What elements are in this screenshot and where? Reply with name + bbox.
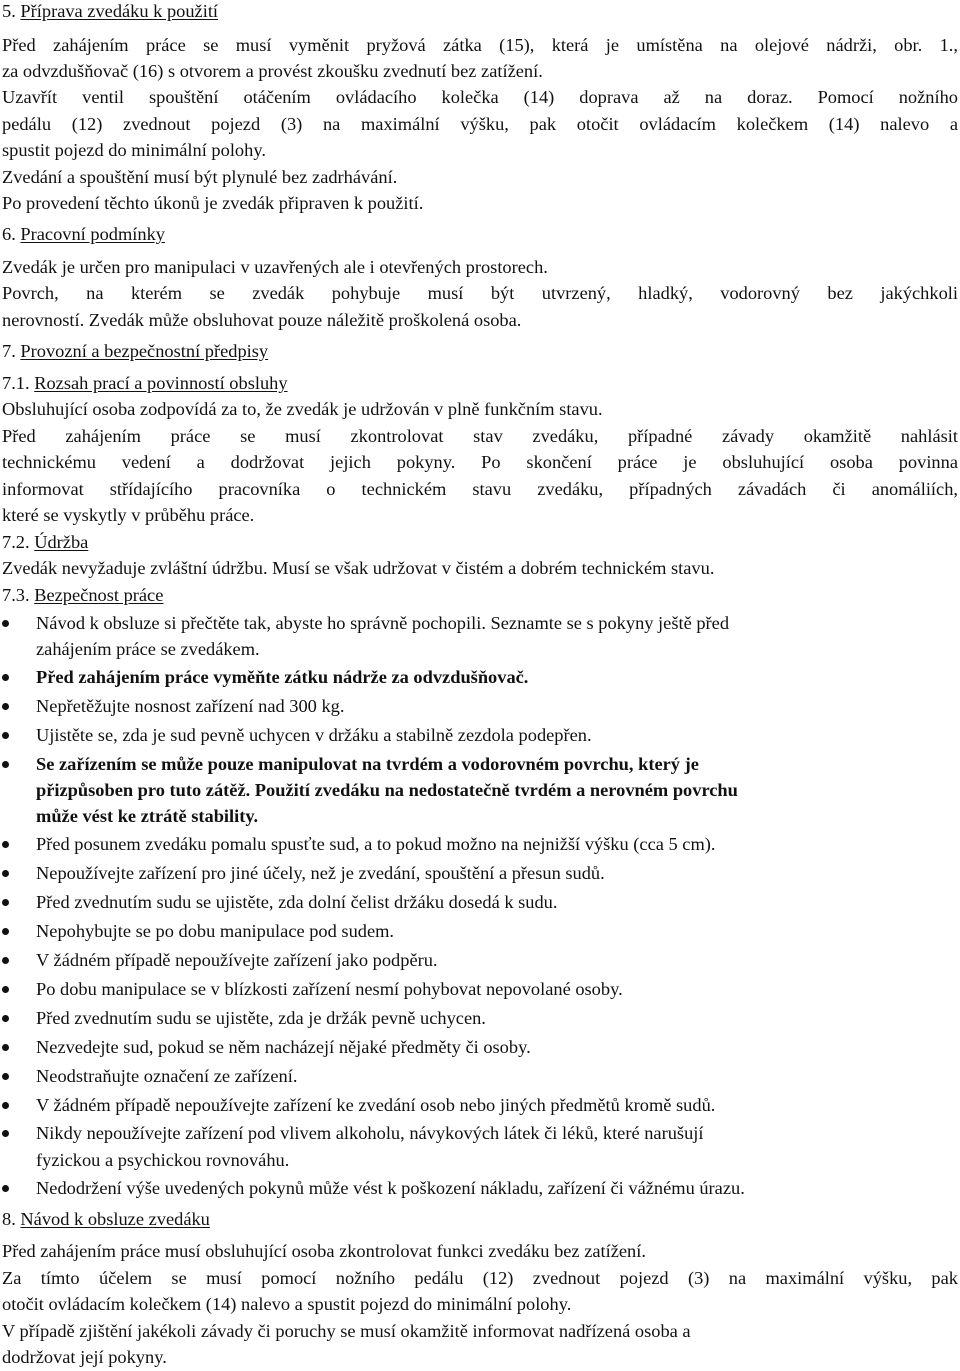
bullet-dot bbox=[2, 1130, 9, 1137]
s71-line-1: Obsluhující osoba zodpovídá za to, že zvedák je udržován v plně funkčním stavu. bbox=[2, 399, 603, 419]
section-5-heading bbox=[2, 0, 958, 25]
bullet-dot bbox=[2, 732, 9, 739]
bullet-item-1: Návod k obsluze si přečtěte tak, abyste ho správně pochopili. Seznamte se s pokyny ještě před bbox=[2, 610, 958, 637]
s8-line-5: dodržovat její pokyny. bbox=[2, 1347, 167, 1367]
bullet-dot bbox=[2, 1102, 9, 1109]
s6-line-3: nerovností. Zvedák může obsluhovat pouze náležitě proškolená osoba. bbox=[2, 310, 522, 330]
bullet-item-12: Před zvednutím sudu se ujistěte, zda je držák pevně uchycen. bbox=[2, 1005, 958, 1032]
bullet-item-9: Nepohybujte se po dobu manipulace pod sudem. bbox=[2, 918, 958, 945]
bullet-dot bbox=[2, 957, 9, 964]
s5-line-3: Uzavřít ventil spouštění otáčením ovládacího kolečka (14) doprava až na doraz. Pomocí nožního bbox=[2, 87, 958, 107]
bullet-item-1-cont: zahájením práce se zvedákem. bbox=[36, 639, 260, 659]
bullet-dot bbox=[2, 1015, 9, 1022]
s6-line-2: Povrch, na kterém se zvedák pohybuje musí být utvrzený, hladký, vodorovný bez jakýchkoli bbox=[2, 283, 958, 303]
s5-line-2: za odvzdušňovač (16) s otvorem a provést zkoušku zvednutí bez zatížení. bbox=[2, 61, 543, 81]
s8-line-1: Před zahájením práce musí obsluhující osoba zkontrolovat funkci zvedáku bez zatížení. bbox=[2, 1241, 646, 1261]
section-7-2-number: 7.2. bbox=[2, 532, 30, 552]
bullet-item-3: Nepřetěžujte nosnost zařízení nad 300 kg. bbox=[2, 693, 958, 720]
s8-line-4: V případě zjištění jakékoli závady či poruchy se musí okamžitě informovat nadřízená osoba a bbox=[2, 1321, 691, 1341]
bullet-item-4: Ujistěte se, zda je sud pevně uchycen v držáku a stabilně zezdola podepřen. bbox=[2, 722, 958, 749]
s71-line-2: Před zahájením práce se musí zkontrolovat stav zvedáku, případné závady okamžitě nahlásit bbox=[2, 426, 958, 446]
s5-line-7: Po provedení těchto úkonů je zvedák připraven k použití. bbox=[2, 193, 424, 213]
section-7-1-heading bbox=[2, 370, 958, 397]
bullet-dot bbox=[2, 703, 9, 710]
section-6-title: Pracovní podmínky bbox=[20, 224, 165, 244]
bullet-item-15: V žádném případě nepoužívejte zařízení ke zvedání osob nebo jiných předmětů kromě sudů. bbox=[2, 1092, 958, 1119]
section-7-3-title: Bezpečnost práce bbox=[34, 585, 164, 605]
section-7-title: Provozní a bezpečnostní předpisy bbox=[20, 341, 269, 361]
s8-line-2: Za tímto účelem se musí pomocí nožního pedálu (12) zvednout pojezd (3) na maximální výšku, pak bbox=[2, 1268, 958, 1288]
s6-line-1: Zvedák je určen pro manipulaci v uzavřených ale i otevřených prostorech. bbox=[2, 257, 548, 277]
bullet-item-5: Se zařízením se může pouze manipulovat na tvrdém a vodorovném povrchu, který je bbox=[2, 751, 958, 778]
section-7-3-heading bbox=[2, 582, 958, 609]
bullet-item-13: Nezvedejte sud, pokud se něm nacházejí nějaké předměty či osoby. bbox=[2, 1034, 958, 1061]
bullet-dot bbox=[2, 761, 9, 768]
bullet-dot bbox=[2, 1073, 9, 1080]
bullet-item-14: Neodstraňujte označení ze zařízení. bbox=[2, 1063, 958, 1090]
section-7-number: 7. bbox=[2, 341, 16, 361]
s5-line-5: spustit pojezd do minimální polohy. bbox=[2, 140, 266, 160]
section-5-number: 5. bbox=[2, 1, 16, 21]
bullet-dot bbox=[2, 1044, 9, 1051]
bullet-dot bbox=[2, 674, 9, 681]
section-7-2-title: Údržba bbox=[34, 532, 89, 552]
bullet-item-16-cont: fyzickou a psychickou rovnováhu. bbox=[36, 1150, 290, 1170]
bullet-item-17: Nedodržení výše uvedených pokynů může vést k poškození nákladu, zařízení či vážnému úrazu. bbox=[2, 1175, 958, 1202]
section-7-3-number: 7.3. bbox=[2, 585, 30, 605]
section-7-1-title: Rozsah prací a povinností obsluhy bbox=[34, 373, 288, 393]
bullet-item-8: Před zvednutím sudu se ujistěte, zda dolní čelist držáku dosedá k sudu. bbox=[2, 889, 958, 916]
bullet-item-16: Nikdy nepoužívejte zařízení pod vlivem alkoholu, návykových látek či léků, které narušují bbox=[2, 1120, 958, 1147]
s5-line-1: Před zahájením práce se musí vyměnit pryžová zátka (15), která je umístěna na olejové nádrži, obr. 1., bbox=[2, 35, 958, 55]
section-8-number: 8. bbox=[2, 1209, 16, 1229]
bullet-dot bbox=[2, 620, 9, 627]
s71-line-3: technickému vedení a dodržovat jejich pokyny. Po skončení práce je obsluhující osoba povinna bbox=[2, 452, 958, 472]
s5-line-4: pedálu (12) zvednout pojezd (3) na maximální výšku, pak otočit ovládacím kolečkem (14) nalevo a bbox=[2, 114, 958, 134]
s5-line-6: Zvedání a spouštění musí být plynulé bez zadrhávání. bbox=[2, 167, 398, 187]
bullet-item-10: V žádném případě nepoužívejte zařízení jako podpěru. bbox=[2, 947, 958, 974]
section-8-heading bbox=[2, 1206, 958, 1233]
section-7-1-number: 7.1. bbox=[2, 373, 30, 393]
bullet-dot bbox=[2, 986, 9, 993]
s72-line-1: Zvedák nevyžaduje zvláštní údržbu. Musí se však udržovat v čistém a dobrém technickém stavu. bbox=[2, 558, 715, 578]
s71-line-4: informovat střídajícího pracovníka o technickém stavu zvedáku, případných závadách či anomáliích, bbox=[2, 479, 958, 499]
bullet-item-7: Nepoužívejte zařízení pro jiné účely, než je zvedání, spouštění a přesun sudů. bbox=[2, 860, 958, 887]
s8-line-3: otočit ovládacím kolečkem (14) nalevo a spustit pojezd do minimální polohy. bbox=[2, 1294, 572, 1314]
bullet-item-2: Před zahájením práce vyměňte zátku nádrže za odvzdušňovač. bbox=[2, 664, 958, 691]
section-7-heading bbox=[2, 338, 958, 365]
bullet-item-6: Před posunem zvedáku pomalu spusťte sud, a to pokud možno na nejnižší výšku (cca 5 cm). bbox=[2, 831, 958, 858]
s71-line-5: které se vyskytly v průběhu práce. bbox=[2, 505, 255, 525]
bullet-dot bbox=[2, 870, 9, 877]
section-8-title: Návod k obsluze zvedáku bbox=[20, 1209, 210, 1229]
section-6-number: 6. bbox=[2, 224, 16, 244]
bullet-item-11: Po dobu manipulace se v blízkosti zařízení nesmí pohybovat nepovolané osoby. bbox=[2, 976, 958, 1003]
bullet-item-5-cont-2: může vést ke ztrátě stability. bbox=[36, 806, 259, 826]
section-5-title: Příprava zvedáku k použití bbox=[20, 1, 219, 21]
bullet-dot bbox=[2, 1185, 9, 1192]
bullet-dot bbox=[2, 928, 9, 935]
bullet-dot bbox=[2, 899, 9, 906]
bullet-dot bbox=[2, 841, 9, 848]
section-7-2-heading bbox=[2, 529, 958, 556]
section-6-heading bbox=[2, 221, 958, 248]
bullet-item-5-cont-1: přizpůsoben pro tuto zátěž. Použití zvedáku na nedostatečně tvrdém a nerovném povrchu bbox=[36, 780, 738, 800]
